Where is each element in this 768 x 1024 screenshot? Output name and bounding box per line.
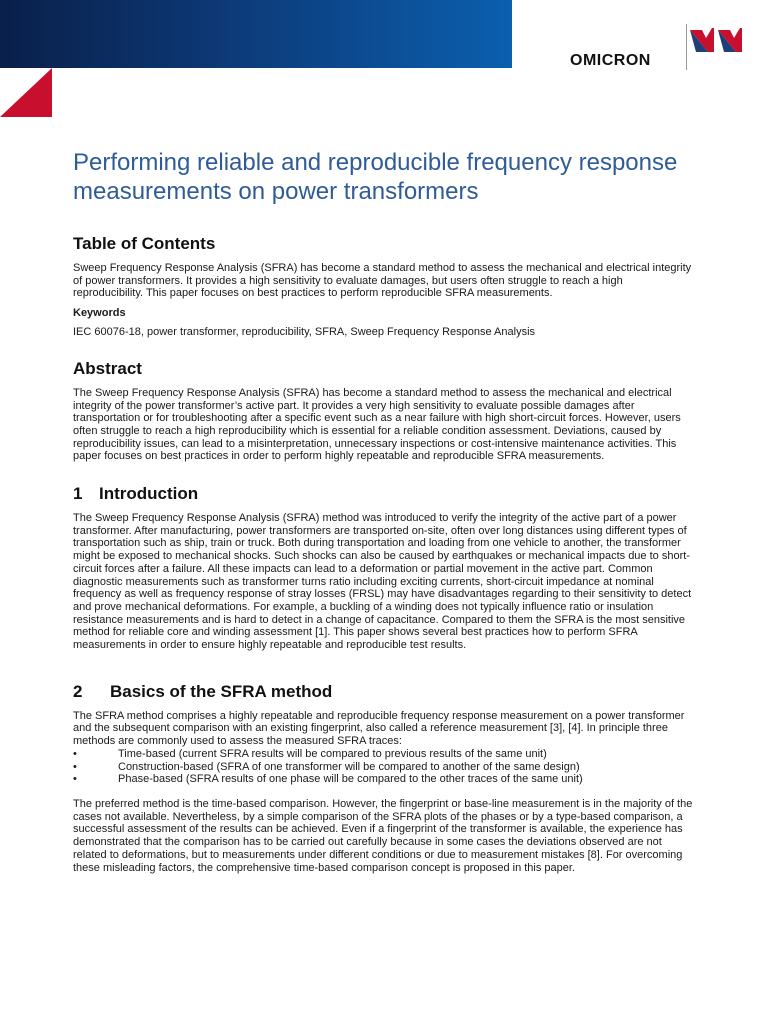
introduction-heading [73, 484, 695, 504]
header-banner [0, 0, 512, 68]
red-corner-accent [0, 68, 52, 117]
abstract-text: The Sweep Frequency Response Analysis (SFRA) has become a standard method to assess the mechanical and electrical integrity of the power transformer’s active part. It provides a very high sensitivity to evaluate possible damages after transportation or for troubleshooting after a specific event such as a near failure with high short-circuit forces. However, users often struggle to reach a high reproducibility which is essential for a reliable condition assessment. Deviations, caused by reproducibility issues, can lead to a misinterpretation, unnecessary inspections or cost-intensive maintenance activities. This paper focuses on best practices in order to perform highly repeatable and reproducible SFRA measurements. [73, 386, 681, 463]
keywords-label: Keywords [73, 307, 126, 320]
list-item: • Time-based (current SFRA results will be compared to previous results of the same unit) [73, 748, 695, 761]
introduction-text: The Sweep Frequency Response Analysis (SFRA) method was introduced to verify the integrity of the active part of a power transformer. After manufacturing, power transformers are transported on-site, often over long distances using different types of transportation such as ship, train or truck. Both during transportation and loading from one vehicle to another, the transformer might be exposed to mechanical shocks. Such shocks can also be caused by earthquakes or mechanical impacts due to short-circuit forces after a failure. All these impacts can lead to a deformation or partial movement in the active part. Common diagnostic measurements such as transformer turns ratio including exciting currents, short-circuit impedance at nominal frequency as well as frequency response of stray losses (FRSL) may have disadvantages regarding to their sensitivity to detect and prove mechanical deformations. For example, a buckling of a winding does not typically influence ratio or insulation resistance measurements and is hard to detect in a change of capacitance. Compared to them the SFRA is the most sensitive method for reliable core and winding assessment [1]. This paper shows several best practices how to perform SFRA measurements in order to ensure highly repeatable and reproducible test results. [73, 512, 692, 652]
list-item: • Phase-based (SFRA results of one phase will be compared to the other traces of the same unit) [73, 773, 695, 786]
basics-text-2: The preferred method is the time-based comparison. However, the fingerprint or base-line measurement is in the majority of the cases not available. Nevertheless, by a simple comparison of the SFRA plots of the phases or by a type-based comparison, a successful assessment of the results can be achieved. Even if a fingerprint of the transformer is available, the experience has demonstrated that the comparison has to be carried out carefully because in some cases the deviations observed are not related to deformations, but to measurements under different conditions or due to measurement mistakes [8]. For overcoming these misleading factors, the comprehensive time-based comparison concept is proposed in this paper. [73, 797, 693, 874]
omicron-logo [570, 22, 748, 72]
basics-text: The SFRA method comprises a highly repeatable and reproducible frequency response measurement on a power transformer and the subsequent comparison with an existing fingerprint, also called a reference measurement [3], [4]. In principle three methods are commonly used to assess the measured SFRA traces: [73, 709, 685, 748]
brand-name: OMICRON [570, 52, 651, 69]
section-number: 1 [73, 484, 83, 504]
omicron-mark-icon [688, 24, 746, 54]
methods-list [73, 748, 695, 786]
logo-divider [686, 24, 687, 70]
keywords-text: IEC 60076-18, power transformer, reproducibility, SFRA, Sweep Frequency Response Analysis [73, 326, 536, 339]
list-item: • Construction-based (SFRA of one transformer will be compared to another of the same design) [73, 761, 695, 774]
section-title: Introduction [99, 484, 199, 504]
abstract-heading: Abstract [73, 358, 142, 378]
basics-heading [73, 682, 695, 702]
toc-heading: Table of Contents [73, 234, 216, 253]
document-body [73, 148, 695, 874]
section-title: Basics of the SFRA method [110, 681, 333, 701]
toc-text: Sweep Frequency Response Analysis (SFRA) has become a standard method to assess the mechanical and electrical integrity of power transformers. It provides a high sensitivity to evaluate damages, but users often struggle to reach a high reproducibility. This paper focuses on best practices to perform reproducible SFRA measurements. [73, 262, 692, 300]
document-title: Performing reliable and reproducible frequency response measurements on power transformers [73, 149, 678, 205]
section-number: 2 [73, 681, 83, 701]
